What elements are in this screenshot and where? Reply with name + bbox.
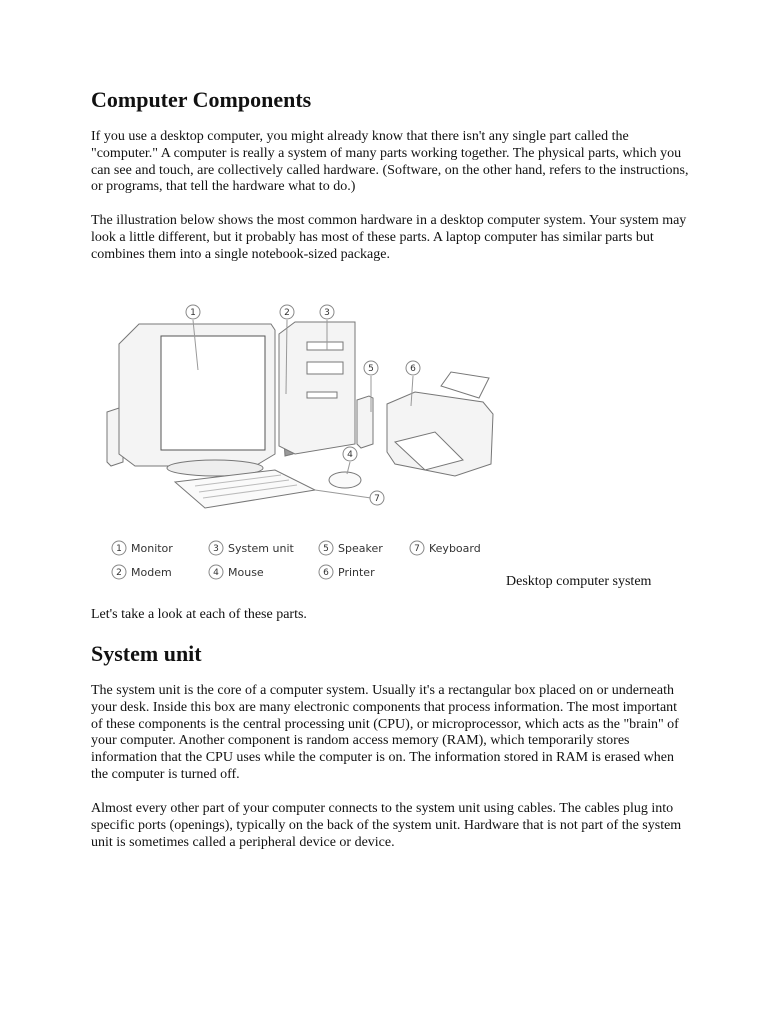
callout-number-3: 3 xyxy=(324,308,330,318)
legend-number-7: 7 xyxy=(414,544,420,554)
paragraph-peripherals: Almost every other part of your computer connects to the system unit using cables. The cables plug into specific ports (openings), typically on the back of the system unit. Hardware that is not part of the system unit is sometimes called a peripheral device or device. xyxy=(91,801,682,850)
legend-label-mouse: Mouse xyxy=(228,566,264,579)
callout-number-7: 7 xyxy=(374,494,380,504)
figure-caption: Desktop computer system xyxy=(506,574,652,589)
legend-label-system-unit: System unit xyxy=(228,542,294,555)
callout-number-6: 6 xyxy=(410,364,416,374)
heading-system-unit: System unit xyxy=(91,641,202,666)
computer-illustration xyxy=(95,294,495,594)
mouse-shape xyxy=(329,472,361,488)
callout-number-5: 5 xyxy=(368,364,374,374)
legend-number-1: 1 xyxy=(116,544,122,554)
drive-bay-1 xyxy=(307,342,343,350)
callout-number-2: 2 xyxy=(284,308,290,318)
callout-line-7 xyxy=(315,490,371,498)
paragraph-intro: If you use a desktop computer, you might already know that there isn't any single part called the "computer." A computer is really a system of many parts working together. The physical parts, which you can see and touch, are collectively called hardware. (Software, on the other hand, refers to the instructions, or programs, that tell the hardware what to do.) xyxy=(91,129,689,195)
paragraph-illustration-intro: The illustration below shows the most common hardware in a desktop computer system. Your system may look a little different, but it probably has most of these parts. A laptop computer has similar parts but combines them into a single notebook-sized package. xyxy=(91,213,687,262)
callout-number-1: 1 xyxy=(190,308,196,318)
legend-label-monitor: Monitor xyxy=(131,542,173,555)
legend-number-2: 2 xyxy=(116,568,122,578)
callout-number-4: 4 xyxy=(347,450,353,460)
drive-bay-2 xyxy=(307,362,343,374)
monitor-screen xyxy=(161,336,265,450)
heading-computer-components: Computer Components xyxy=(91,87,312,112)
printer-paper-in xyxy=(441,372,489,398)
legend-number-5: 5 xyxy=(323,544,329,554)
legend-label-modem: Modem xyxy=(131,566,172,579)
paragraph-lookahead: Let's take a look at each of these parts. xyxy=(91,607,307,622)
legend-number-3: 3 xyxy=(213,544,219,554)
legend-label-keyboard: Keyboard xyxy=(429,542,481,555)
legend-label-printer: Printer xyxy=(338,566,375,579)
paragraph-system-unit: The system unit is the core of a computer system. Usually it's a rectangular box placed on or underneath your desk. Inside this box are many electronic components that process information. The most important of these components is the central processing unit (CPU), or microprocessor, which acts as the "brain" of your computer. Another component is random access memory (RAM), which temporarily stores information that the CPU uses while the computer is on. The information stored in RAM is erased when the computer is turned off. xyxy=(91,683,679,782)
legend-label-speaker: Speaker xyxy=(338,542,383,555)
legend-number-4: 4 xyxy=(213,568,219,578)
legend-number-6: 6 xyxy=(323,568,329,578)
drive-bay-3 xyxy=(307,392,337,398)
computer-system-figure xyxy=(91,284,691,594)
